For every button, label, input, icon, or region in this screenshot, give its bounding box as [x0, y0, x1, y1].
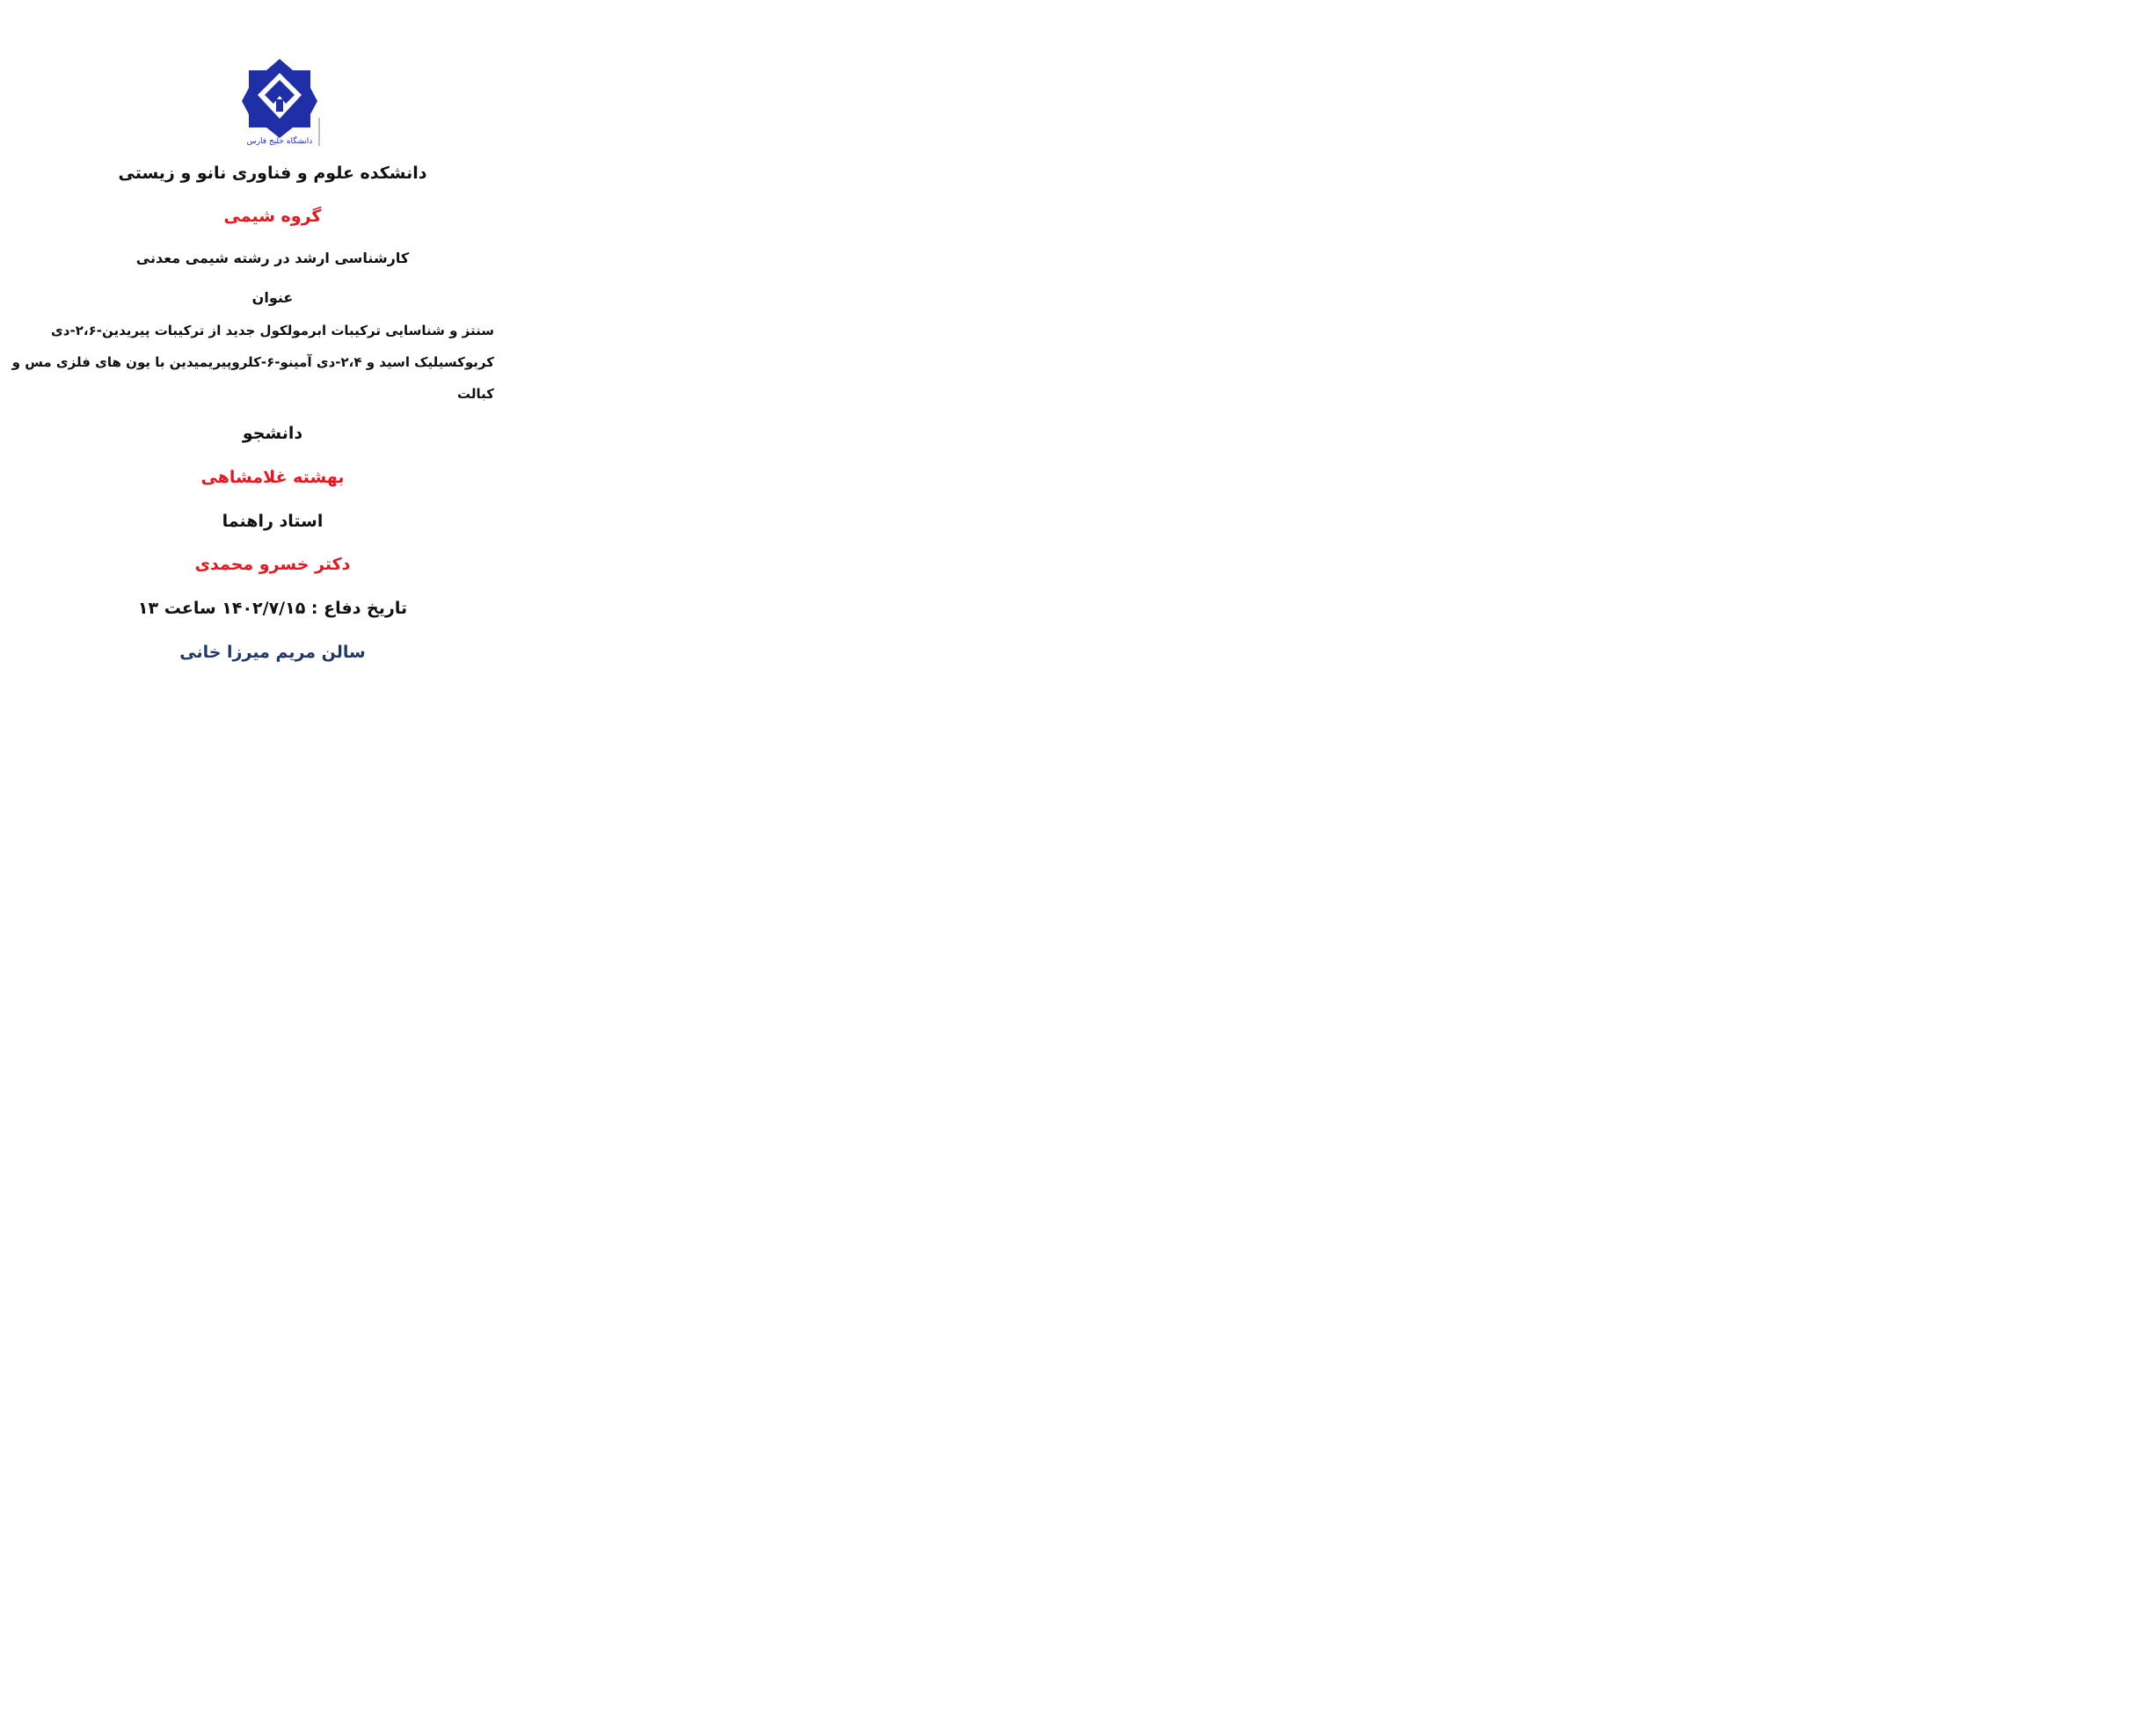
thesis-title-line: کبالت	[457, 385, 494, 402]
department-name: گروه شیمی	[223, 206, 322, 226]
thesis-title-line: کربوکسیلیک اسید و ۲،۴-دی آمینو-۶-کلروپیریمیدین با یون های فلزی مس و	[11, 353, 494, 370]
venue-name: سالن مریم میرزا خانی	[179, 642, 366, 662]
announcement-column	[11, 53, 494, 663]
advisor-label: استاد راهنما	[222, 511, 324, 531]
defense-date: تاریخ دفاع : ۱۴۰۲/۷/۱۵ ساعت ۱۳	[137, 599, 408, 619]
logo-caption: دانشگاه خلیج فارس	[246, 137, 313, 145]
degree-program: کارشناسی ارشد در رشته شیمی معدنی	[135, 249, 410, 266]
faculty-name: دانشکده علوم و فناوری نانو و زیستی	[118, 164, 427, 183]
title-label: عنوان	[251, 288, 294, 306]
university-emblem-icon	[240, 57, 319, 145]
student-name: بهشته غلامشاهی	[200, 467, 345, 487]
thesis-title-line: سنتز و شناسایی ترکیبات ابرمولکول جدید از ترکیبات پیریدین-۲،۶-دی	[51, 322, 494, 338]
thesis-title	[11, 315, 494, 410]
logo-block	[53, 53, 492, 148]
student-label: دانشجو	[242, 423, 303, 443]
logo-divider	[318, 118, 320, 146]
advisor-name: دکتر خسرو محمدی	[194, 555, 351, 575]
